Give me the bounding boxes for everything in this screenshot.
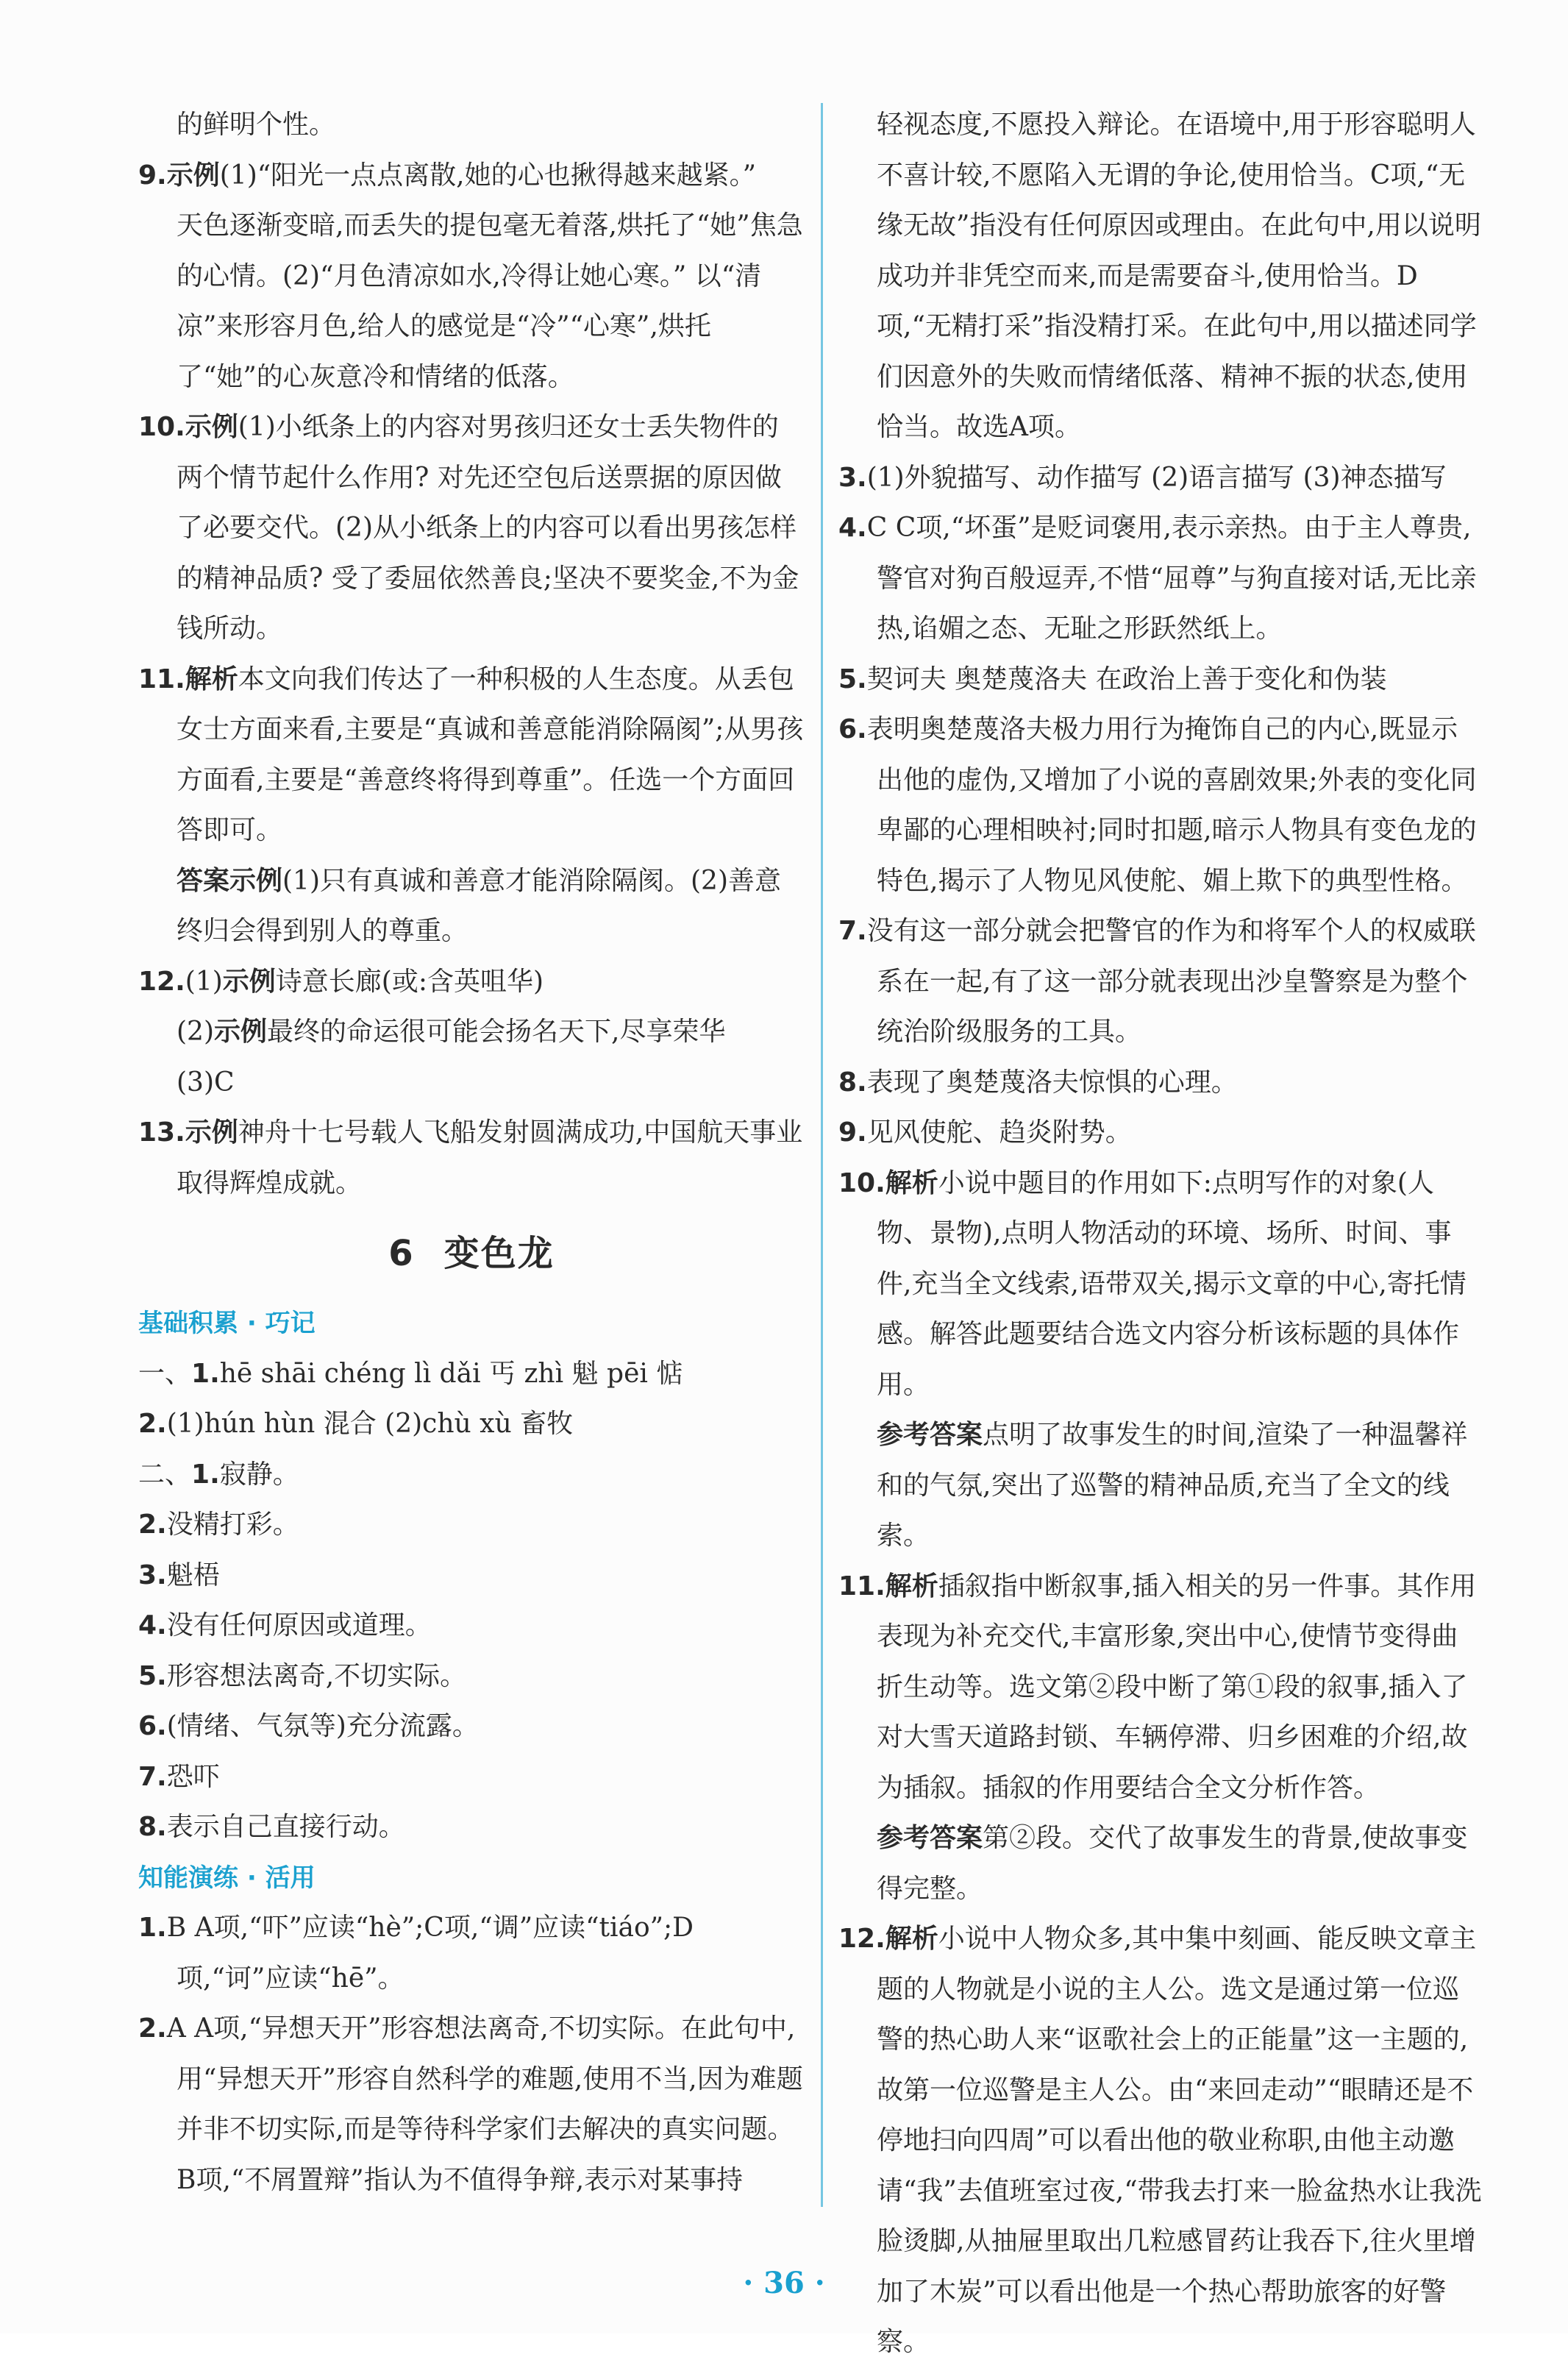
practice-2-continued: 轻视态度,不愿投入辩论。在语境中,用于形容聪明人不喜计较,不愿陷入无谓的争论,使用恰当。C项,“无缘无故”指没有任何原因或理由。在此句中,用以说明成功并非凭空而来,而是需要奋斗,使用恰当。D项,“无精打采”指没精打采。在此句中,用以描述同学们因意外的失败而情绪低落、精神不振的状态,使用恰当。故选A项。 (877, 110, 1481, 442)
right-column (838, 100, 1484, 2368)
answer-12-part2: (2)示例最终的命运很可能会扬名天下,尽享荣华 (177, 1017, 726, 1047)
practice-11: 11.解析插叙指中断叙事,插入相关的另一件事。其作用表现为补充交代,丰富形象,突出中心,使情节变得曲折生动等。选文第②段中断了第①段的叙事,插入了对大雪天道路封锁、车辆停滞、归乡困难的介绍,故为插叙。插叙的作用要结合全文分析作答。 (838, 1571, 1477, 1803)
practice-9: 9.见风使舵、趋炎附势。 (838, 1117, 1132, 1148)
answer-text: (1)“阳光一点点离散,她的心也揪得越来越紧。” (219, 160, 756, 191)
practice-1: 1.B A项,“吓”应读“hè”;C项,“调”应读“tiáo”;D项,“诃”应读“hē”。 (138, 1913, 694, 1994)
analysis-label: 解析 (885, 1167, 938, 1198)
answer-text: 最终的命运很可能会扬名天下,尽享荣华 (267, 1017, 726, 1047)
analysis-label: 解析 (885, 1571, 938, 1601)
section-heading-basics: 基础积累 · 巧记 (138, 1309, 316, 1338)
practice-4: 4.C C项,“坏蛋”是贬词褒用,表示亲热。由于主人尊贵,警官对狗百般逗弄,不惜“屈尊”与狗直接对话,无比亲热,谄媚之态、无耻之形跃然纸上。 (838, 513, 1477, 644)
analysis-text: 本文向我们传达了一种积极的人生态度。从丢包女士方面来看,主要是“真诚和善意能消除隔阂”;从男孩方面看,主要是“善意终将得到尊重”。任选一个方面回答即可。 (177, 664, 804, 845)
practice-5: 5.契诃夫 奥楚蔑洛夫 在政治上善于变化和伪装 (838, 664, 1387, 694)
basics-2-5: 5.形容想法离奇,不切实际。 (138, 1660, 467, 1691)
answer-13 (138, 1108, 805, 1209)
answer-text: 神舟十七号载人飞船发射圆满成功,中国航天事业取得辉煌成就。 (177, 1117, 803, 1198)
question-number: 13. (138, 1117, 185, 1148)
lesson-title (138, 1209, 805, 1298)
practice-11-answer: 参考答案第②段。交代了故事发生的背景,使故事变得完整。 (877, 1823, 1468, 1904)
pinyin-answers: hē shāi chéng lì dǎi 丐 zhì 魁 pēi 惦 (219, 1358, 683, 1389)
basics-2-8: 8.表示自己直接行动。 (138, 1812, 405, 1842)
basics-2-7: 7.恐吓 (138, 1761, 220, 1792)
practice-8: 8.表现了奥楚蔑洛夫惊惧的心理。 (838, 1067, 1238, 1098)
answer-9 (138, 151, 805, 202)
lesson-number: 6 (388, 1233, 415, 1274)
practice-10: 10.解析小说中题目的作用如下:点明写作的对象(人物、景物),点明人物活动的环境、场所、时间、事件,充当全文线索,语带双关,揭示文章的中心,寄托情感。解答此题要结合选文内容分析该标题的具体作用。 (838, 1167, 1467, 1400)
answer-text: (1)只有真诚和善意才能消除隔阂。(2)善意终归会得到别人的尊重。 (177, 865, 782, 946)
page-number: · 36 · (743, 2266, 825, 2300)
basics-1-2: 2.(1)hún hùn 混合 (2)chù xù 畜牧 (138, 1409, 574, 1439)
answer-12: 12.(1)示例诗意长廊(或:含英咀华) (138, 966, 544, 997)
question-number: 11. (138, 664, 185, 694)
question-number: 9. (138, 160, 167, 191)
example-label: 示例 (185, 1117, 238, 1148)
lesson-name: 变色龙 (443, 1233, 555, 1274)
basics-1-1: 一、1.hē shāi chéng lì dǎi 丐 zhì 魁 pēi 惦 (138, 1358, 683, 1389)
left-column (138, 100, 805, 2205)
question-number: 10. (138, 412, 185, 442)
answer-11-example (138, 856, 805, 957)
answer-11 (138, 655, 805, 856)
example-label: 示例 (166, 160, 220, 191)
answer-text: (1)小纸条上的内容对男孩归还女士丢失物件的两个情节起什么作用? 对先还空包后送票据的原因做了必要交代。(2)从小纸条上的内容可以看出男孩怎样的精神品质? 受了委屈依然善良;坚决不要奖金,不为金钱所动。 (177, 412, 799, 644)
practice-10-answer: 参考答案点明了故事发生的时间,渲染了一种温馨祥和的气氛,突出了巡警的精神品质,充当了全文的线索。 (877, 1420, 1468, 1551)
basics-2-4: 4.没有任何原因或道理。 (138, 1610, 432, 1640)
practice-2: 2.A A项,“异想天开”形容想法离奇,不切实际。在此句中,用“异想天开”形容自然科学的难题,使用不当,因为难题并非不切实际,而是等待科学家们去解决的真实问题。B项,“不屑置辩”指认为不值得争辩,表示对某事持 (138, 2013, 803, 2195)
continued-text: 的鲜明个性。 (177, 110, 336, 140)
basics-2-2: 2.没精打彩。 (138, 1510, 299, 1540)
answer-12-part3: (3)C (177, 1067, 235, 1098)
practice-12: 12.解析小说中人物众多,其中集中刻画、能反映文章主题的人物就是小说的主人公。选文是通过第一位巡警的热心助人来“讴歌社会上的正能量”这一主题的,故第一位巡警是主人公。由“来回走动”“眼睛还是不停地扫向四周”可以看出他的敬业称职,由他主动邀请“我”去值班室过夜,“带我去打来一脸盆热水让我洗脸烫脚,从抽屉里取出几粒感冒药让我吞下,往火里增加了木炭”可以看出他是一个热心帮助旅客的好警察。 (838, 1924, 1482, 2357)
reference-answer-label: 参考答案 (877, 1420, 983, 1450)
answer-9-continued: 天色逐渐变暗,而丢失的提包毫无着落,烘托了“她”焦急的心情。(2)“月色清凉如水,冷得让她心寒。” 以“清凉”来形容月色,给人的感觉是“冷”“心寒”,烘托了“她”的心灰意冷和情绪的低落。 (177, 210, 803, 392)
practice-3: 3.(1)外貌描写、动作描写 (2)语言描写 (3)神态描写 (838, 462, 1447, 493)
example-label: 示例 (214, 1017, 268, 1047)
basics-2-3: 3.魁梧 (138, 1560, 220, 1590)
answer-text: 诗意长廊(或:含英咀华) (275, 966, 544, 997)
pinyin-answers: (1)hún hùn 混合 (2)chù xù 畜牧 (166, 1409, 574, 1439)
answer-10 (138, 402, 805, 655)
analysis-label: 解析 (885, 1924, 938, 1954)
basics-2-6: 6.(情绪、气氛等)充分流露。 (138, 1711, 479, 1741)
basics-2-1: 二、1.寂静。 (138, 1459, 299, 1490)
analysis-label: 解析 (185, 664, 238, 694)
column-divider (821, 103, 823, 2207)
reference-answer-label: 参考答案 (877, 1823, 983, 1853)
question-number: 12. (138, 966, 185, 997)
answer-example-label: 答案示例 (177, 865, 283, 896)
example-label: 示例 (222, 966, 276, 997)
example-label: 示例 (185, 412, 238, 442)
practice-7: 7.没有这一部分就会把警官的作为和将军个人的权威联系在一起,有了这一部分就表现出沙皇警察是为整个统治阶级服务的工具。 (838, 916, 1476, 1047)
section-heading-practice: 知能演练 · 活用 (138, 1863, 316, 1893)
practice-6: 6.表明奥楚蔑洛夫极力用行为掩饰自己的内心,既显示出他的虚伪,又增加了小说的喜剧效果;外表的变化同卑鄙的心理相映衬;同时扣题,暗示人物具有变色龙的特色,揭示了人物见风使舵、媚上欺下的典型性格。 (838, 714, 1477, 896)
